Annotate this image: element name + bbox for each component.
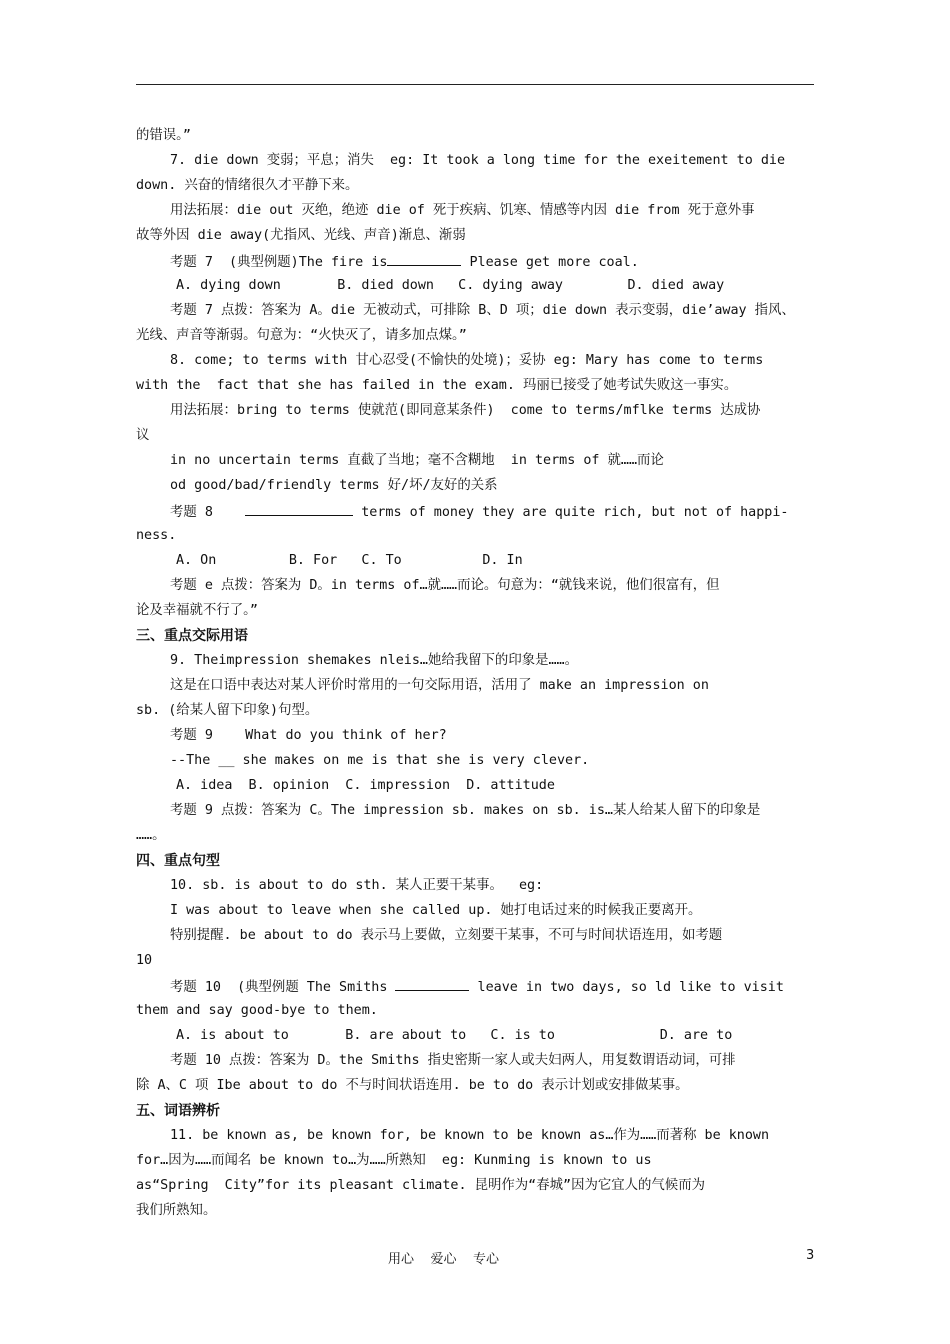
item-7-heading: 7. die down 变弱；平息；消失 eg: It took a long time for the exeitement to die (170, 153, 786, 168)
text-line: ness. (136, 528, 177, 543)
question-7 (170, 251, 639, 273)
text-line: 除 A、C 项 Ibe about to do 不与时间状语连用. be to do 表示计划或安排做某事。 (136, 1078, 689, 1093)
header-rule (136, 84, 814, 85)
text-line: 10 (136, 953, 153, 968)
question-10-stem: 考题 10 (典型例题 The Smiths (170, 980, 396, 995)
question-9-explanation: 考题 9 点拨：答案为 C。The impression sb. makes on sb. is…某人给某人留下的印象是 (170, 803, 761, 818)
text-line: them and say good-bye to them. (136, 1003, 378, 1018)
item-9-heading: 9. Theimpression shemakes nleis…她给我留下的印象是……。 (170, 653, 579, 668)
text-line: sb. (给某人留下印象)句型。 (136, 703, 319, 718)
text-line: ……。 (136, 828, 166, 843)
question-9-options: A. idea B. opinion C. impression D. attitude (176, 778, 555, 793)
answer-blank (387, 251, 461, 266)
text-line: for…因为……而闻名 be known to…为……所熟知 eg: Kunming is known to us (136, 1153, 652, 1168)
text-line: 光线、声音等渐弱。句意为：“火快灭了，请多加点煤。” (136, 328, 467, 343)
question-10-tail: leave in two days, so ld like to visit (469, 980, 784, 995)
answer-blank (245, 501, 353, 516)
text-line: as“Spring City”for its pleasant climate. 昆明作为“春城”因为它宜人的气候而为 (136, 1178, 705, 1193)
question-9-sentence: --The __ she makes on me is that she is very clever. (170, 753, 590, 768)
text-line: 我们所熟知。 (136, 1203, 217, 1218)
text-line: 这是在口语中表达对某人评价时常用的一句交际用语，活用了 make an impression on (170, 678, 709, 693)
footer-motto: 用心 爱心 专心 (388, 1252, 500, 1267)
question-9: 考题 9 What do you think of her? (170, 728, 447, 743)
text-line: 故等外因 die away(尤指风、光线、声音)渐息、渐弱 (136, 228, 466, 243)
text-line: with the fact that she has failed in the exam. 玛丽已接受了她考试失败这一事实。 (136, 378, 738, 393)
section-heading-3: 三、重点交际用语 (136, 628, 248, 644)
special-note: 特别提醒. be about to do 表示马上要做，立刻要干某事，不可与时间状语连用，如考题 (170, 928, 723, 943)
item-10-heading: 10. sb. is about to do sth. 某人正要干某事。 eg: (170, 878, 544, 893)
section-heading-5: 五、词语辨析 (136, 1103, 220, 1119)
question-8-explanation: 考题 e 点拨：答案为 D。in terms of…就……而论。句意为：“就钱来说，他们很富有，但 (170, 578, 720, 593)
page-number: 3 (806, 1248, 815, 1263)
question-7-tail: Please get more coal. (461, 255, 639, 270)
text-line: 议 (136, 428, 150, 443)
question-8-stem: 考题 8 (170, 505, 246, 520)
question-10 (170, 976, 784, 998)
question-8-options: A. On B. For C. To D. In (176, 553, 523, 568)
answer-blank (395, 976, 469, 991)
question-10-options: A. is about to B. are about to C. is to D. are to (176, 1028, 733, 1043)
question-7-explanation: 考题 7 点拨：答案为 A。die 无被动式，可排除 B、D 项；die down 表示变弱，die’away 指风、 (170, 303, 795, 318)
text-line: down. 兴奋的情绪很久才平静下来。 (136, 178, 359, 193)
text-line: I was about to leave when she called up. 她打电话过来的时候我正要离开。 (170, 903, 702, 918)
item-11-heading: 11. be known as, be known for, be known to be known as…作为……而著称 be known (170, 1128, 770, 1143)
question-8 (170, 501, 789, 523)
question-7-options: A. dying down B. died down C. dying away D. died away (176, 278, 725, 293)
text-line: 的错误。” (136, 128, 191, 143)
usage-extension: 用法拓展：bring to terms 使就范(即同意某条件) come to terms/mflke terms 达成协 (170, 403, 761, 418)
question-8-tail: terms of money they are quite rich, but not of happi- (353, 505, 789, 520)
text-line: od good/bad/friendly terms 好/坏/友好的关系 (170, 478, 498, 493)
usage-extension: 用法拓展：die out 灭绝，绝迹 die of 死于疾病、饥寒、情感等内因 die from 死于意外事 (170, 203, 755, 218)
question-7-stem: 考题 7 (典型例题)The fire is (170, 255, 388, 270)
text-line: in no uncertain terms 直截了当地；毫不含糊地 in terms of 就……而论 (170, 453, 664, 468)
item-8-heading: 8. come; to terms with 甘心忍受(不愉快的处境)；妥协 eg: Mary has come to terms (170, 353, 764, 368)
text-line: 论及幸福就不行了。” (136, 603, 258, 618)
section-heading-4: 四、重点句型 (136, 853, 220, 869)
question-10-explanation: 考题 10 点拨：答案为 D。the Smiths 指史密斯一家人或夫妇两人，用复数谓语动词，可排 (170, 1053, 736, 1068)
